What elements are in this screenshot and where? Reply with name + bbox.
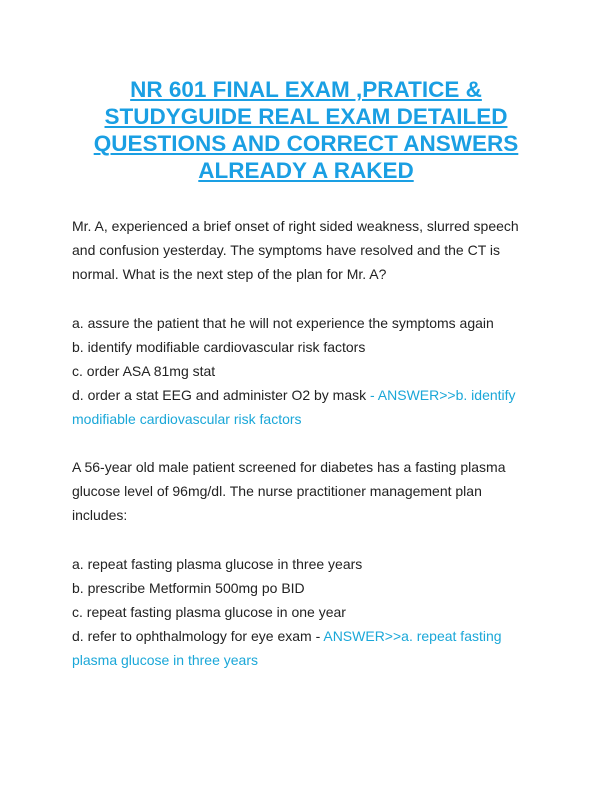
- question-1-option-d: d. order a stat EEG and administer O2 by mask: [72, 387, 371, 403]
- question-1-option-d-line: [72, 383, 542, 407]
- question-2-stem: [72, 455, 542, 527]
- document-title: NR 601 FINAL EXAM ,PRATICE & STUDYGUIDE REAL EXAM DETAILED QUESTIONS AND CORRECT ANSWERS ALREADY A RAKED: [93, 77, 519, 183]
- question-1-answer-part-1: - ANSWER>>b. identify: [370, 387, 516, 403]
- question-2-option-a: a. repeat fasting plasma glucose in three years: [72, 556, 363, 572]
- question-2-answer-part-2: plasma glucose in three years: [72, 652, 258, 668]
- question-1-stem-line-2: and confusion yesterday. The symptoms have resolved and the CT is: [72, 242, 501, 258]
- question-1-stem-line-1: Mr. A, experienced a brief onset of right sided weakness, slurred speech: [72, 218, 519, 234]
- question-2-answer-part-1: ANSWER>>a. repeat fasting: [323, 628, 502, 644]
- question-1-stem: [72, 214, 542, 286]
- question-1-stem-line-3: normal. What is the next step of the plan for Mr. A?: [72, 266, 387, 282]
- question-1-option-c: c. order ASA 81mg stat: [72, 363, 216, 379]
- question-2-stem-line-2: glucose level of 96mg/dl. The nurse practitioner management plan: [72, 483, 482, 499]
- question-2-stem-line-3: includes:: [72, 507, 128, 523]
- question-2-option-b: b. prescribe Metformin 500mg po BID: [72, 580, 305, 596]
- question-1-option-a: a. assure the patient that he will not experience the symptoms again: [72, 315, 494, 331]
- question-2-option-c: c. repeat fasting plasma glucose in one year: [72, 604, 346, 620]
- question-2-option-d-line: [72, 624, 542, 648]
- question-2-option-d: d. refer to ophthalmology for eye exam -: [72, 628, 324, 644]
- question-1-options: [72, 311, 542, 431]
- question-2-options: [72, 552, 542, 672]
- question-2-stem-line-1: A 56-year old male patient screened for diabetes has a fasting plasma: [72, 459, 506, 475]
- question-1-answer-part-2: modifiable cardiovascular risk factors: [72, 411, 302, 427]
- question-1-option-b: b. identify modifiable cardiovascular risk factors: [72, 339, 366, 355]
